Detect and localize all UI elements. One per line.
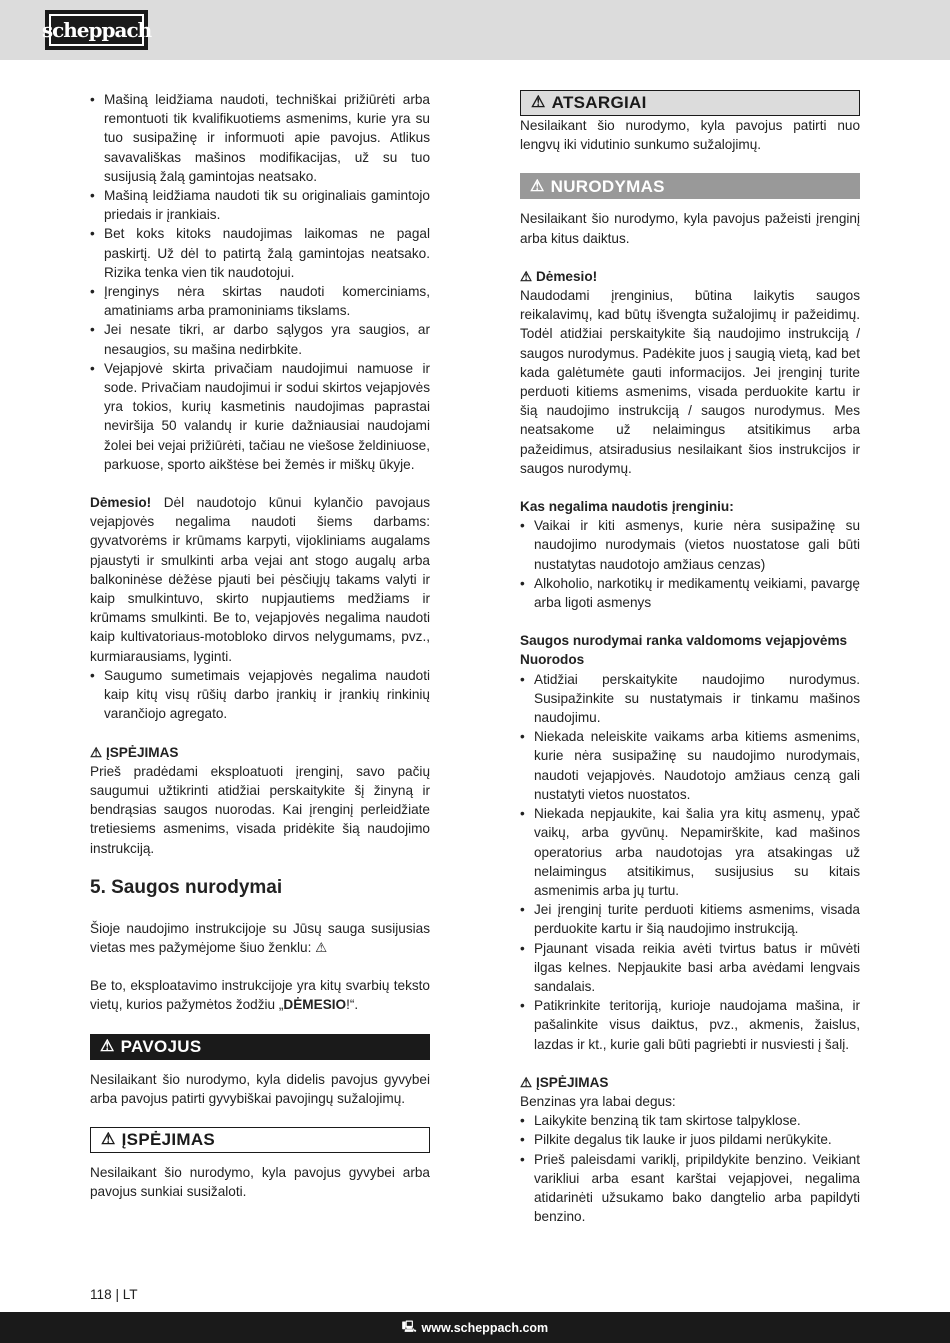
scheppach-logo [41, 10, 152, 50]
who-heading: Kas negalima naudotis įrenginiu: [520, 499, 734, 515]
section-title: 5. Saugos nurodymai [90, 876, 283, 898]
list-item: • Prieš paleisdami variklį, pripildykite benzino. Veikiant varikliui arba esant karštai vejapjovei, negalima atidarinėti užsukamo bako dangtelio arba papildyti benzino. [520, 1150, 860, 1227]
list-item: • Jei nesate tikri, ar darbo sąlygos yra saugios, ar nesaugios, su mašina nedirbkite. [90, 320, 430, 358]
intro2-pre: Be to, eksploatavimo instrukcijoje yra kitų svarbių teksto vietų, kurios pažymėtos žodžiu „ [90, 978, 430, 1013]
hand-mower-heading: Saugos nurodymai ranka valdomoms vejapjovėms [520, 633, 848, 649]
attention-body: Naudodami įrenginius, būtina laikytis saugos reikalavimų, kad būtų išvengta sužalojimų ir pažeidimų. Todėl atidžiai perskaitykite šią naudojimo instrukciją / saugos nurodymus. Padėkite juos į saugią vietą, kad bet kada galėtumėte gauti informacijos. Jei įrenginį turite perduoti kitiems asmenims, visada perduokite kartu ir šią naudojimo instrukciją / saugos nurodymus. Mes neatsakome už nelaimingus atsitikimus arba pažeidimus, atsiradusius nesilaikant šios instrukcijos ir saugos nurodymų. [520, 288, 860, 476]
list-item: • Niekada nepjaukite, kai šalia yra kitų asmenų, ypač vaikų, arba gyvūnų. Nepamirškite, kad mašinos operatorius arba naudotojas yra atsakingas už nelaimingus atsitikimus, susijusius su kitais asmenimis arba jų turtu. [520, 804, 860, 900]
page-number: 118 | LT [90, 1287, 138, 1302]
caution-text: Nesilaikant šio nurodymo, kyla pavojus patirti nuo lengvų iki vidutinio sunkumo sužalojimų. [520, 118, 860, 153]
list-item: • Jei įrenginį turite perduoti kitiems asmenims, visada perduokite kartu ir šią naudojimo instrukciją. [520, 900, 860, 938]
list-item: • Niekada neleiskite vaikams arba kitiems asmenims, kurie nėra susipažinę su naudojimo nurodymais, naudoti vejapjovės. Naudotojo amžiaus cenzą gali nustatyti vietos nuostatos. [520, 727, 860, 804]
danger-label: PAVOJUS [120, 1036, 202, 1056]
fuel-warning-intro: Benzinas yra labai degus: [520, 1093, 676, 1109]
list-item: • Mašiną leidžiama naudoti tik su originaliais gamintojo priedais ir įrankiais. [90, 186, 430, 224]
page-footer [0, 1312, 950, 1343]
caution-label: ATSARGIAI [551, 93, 647, 113]
warning-box-text: Nesilaikant šio nurodymo, kyla pavojus gyvybei arba pavojus sunkiai susižaloti. [90, 1164, 430, 1200]
list-item: • Pilkite degalus tik lauke ir juos pildami nerūkykite. [520, 1130, 860, 1149]
caution-box [520, 90, 860, 116]
list-item: • Pjaunant visada reikia avėti tvirtus batus ir mūvėti ilgas kelnes. Nepjaukite basi arba avėdami lengvais sandalais. [520, 939, 860, 997]
right-column [520, 90, 860, 1226]
list-item: • Alkoholio, narkotikų ir medikamentų veikiami, pavargę arba ligoti asmenys [520, 574, 860, 612]
left-column [90, 90, 430, 1201]
warning-box [90, 1127, 430, 1153]
hand-mower-subheading: Nuorodos [520, 652, 585, 668]
warning-heading: ⚠ ĮSPĖJIMAS [90, 744, 179, 760]
notice-box [520, 173, 860, 199]
warning-triangle-icon: ⚠ [100, 1037, 115, 1055]
fuel-warning-heading: ⚠ ĮSPĖJIMAS [520, 1074, 609, 1090]
danger-text: Nesilaikant šio nurodymo, kyla didelis pavojus gyvybei arba pavojus patirti gyvybiškai pavojingų sužalojimų. [90, 1071, 430, 1106]
intro-paragraph-2 [90, 976, 430, 1014]
list-item: • Atidžiai perskaitykite naudojimo nurodymus. Susipažinkite su nustatymais ir tinkamu mašinos naudojimu. [520, 670, 860, 728]
list-item: • Vejapjovė skirta privačiam naudojimui namuose ir sode. Privačiam naudojimui ir sodui skirtos vejapjovės yra tokios, kurių kasmetinis naudojimas paprastai neviršija 50 valandų ir kurie dažniausiai naudojami žolei bei vejai prižiūrėti, tačiau ne viešose želdiniuose, parkuose, sporto aikštėse bei žemės ir miškų ūkyje. [90, 359, 430, 474]
monitor-icon: 🖳 [401, 1321, 417, 1333]
attention-paragraph [90, 493, 430, 666]
list-item: • Vaikai ir kiti asmenys, kurie nėra susipažinę su naudojimo nurodymais (vietos nuostatose gali būti nustatytas naudotojo amžiaus cenzas) [520, 516, 860, 574]
warning-triangle-icon: ⚠ [101, 1131, 116, 1149]
intro2-post: !“. [346, 997, 359, 1013]
list-item: • Įrenginys nėra skirtas naudoti komerciniams, amatiniams arba pramoniniams tikslams. [90, 282, 430, 320]
warning-triangle-icon: ⚠ [530, 177, 545, 195]
attention-text: Dėl naudotojo kūnui kylančio pavojaus vejapjovės negalima naudoti šiems darbams: gyvatvorėms ir krūmams karpyti, vijokliniams augalams pjaustyti ir smulkinti arba vejai ant stogo augalų arba balkoninėse dėžėse pjauti bei pėsčiųjų takams valyti ir kaip smulkintuvo, skirto nupjautiems medžiams ir krūmams smulkinti. Be to, vejapjovės negalima naudoti kaip kultivatoriaus-motobloko dirvos nelygumams, pvz., kurmiarausiams, lyginti. [90, 495, 430, 664]
intro-paragraph: Šioje naudojimo instrukcijoje su Jūsų sauga susijusias vietas mes pažymėjome šiuo ženklu: ⚠ [90, 920, 430, 955]
warning-text: Prieš pradėdami eksploatuoti įrenginį, savo pačių saugumui užtikrinti atidžiai perskaitykite šį žinyną ir bendrąsias saugos nuorodas. Kai įrenginį perleidžiate tretiesiems asmenims, visada pridėkite šią naudojimo instrukciją. [90, 763, 430, 856]
warning-triangle-icon: ⚠ [531, 94, 546, 112]
list-item: • Saugumo sumetimais vejapjovės negalima naudoti kaip kitų visų rūšių darbo įrankių ir įrankių rinkinių varančiojo agregato. [90, 666, 430, 724]
notice-label: NURODYMAS [550, 176, 665, 196]
usage-bullet-list [90, 90, 430, 474]
warning-label: ĮSPĖJIMAS [121, 1130, 216, 1150]
website-link[interactable]: www.scheppach.com [421, 1320, 549, 1335]
list-item: • Patikrinkite teritoriją, kurioje naudojama mašina, ir pašalinkite visus daiktus, pvz., akmenis, žaislus, lazdas ir kt., kurie gali būti pagriebti ir nusviesti į šalį. [520, 996, 860, 1054]
hand-mower-bullet-list [520, 670, 860, 1054]
list-item: • Bet koks kitoks naudojimas laikomas ne pagal paskirtį. Už dėl to patirtą žalą gamintojas neatsako. Rizika tenka vien tik naudotojui. [90, 224, 430, 282]
list-item: • Laikykite benziną tik tam skirtose talpyklose. [520, 1111, 860, 1130]
page-header [0, 0, 950, 60]
notice-text: Nesilaikant šio nurodymo, kyla pavojus pažeisti įrenginį arba kitus daiktus. [520, 211, 860, 246]
danger-box [90, 1034, 430, 1060]
logo-text: scheppach [41, 18, 152, 42]
intro2-bold: DĖMESIO [283, 997, 347, 1013]
list-item: • Mašiną leidžiama naudoti, techniškai prižiūrėti arba remontuoti tik kvalifikuotiems asmenims, kurie yra su tuo susipažinę ir informuoti apie pavojus. Atlikus savavališkas mašinos modifikacijas, už su tuo susijusią žalą gamintojas neatsako. [90, 90, 430, 186]
fuel-bullet-list [520, 1111, 860, 1226]
attention-heading: ⚠ Dėmesio! [520, 268, 598, 284]
safety-bullet-list [90, 666, 430, 724]
who-bullet-list [520, 516, 860, 612]
attention-label: Dėmesio! [90, 495, 152, 511]
